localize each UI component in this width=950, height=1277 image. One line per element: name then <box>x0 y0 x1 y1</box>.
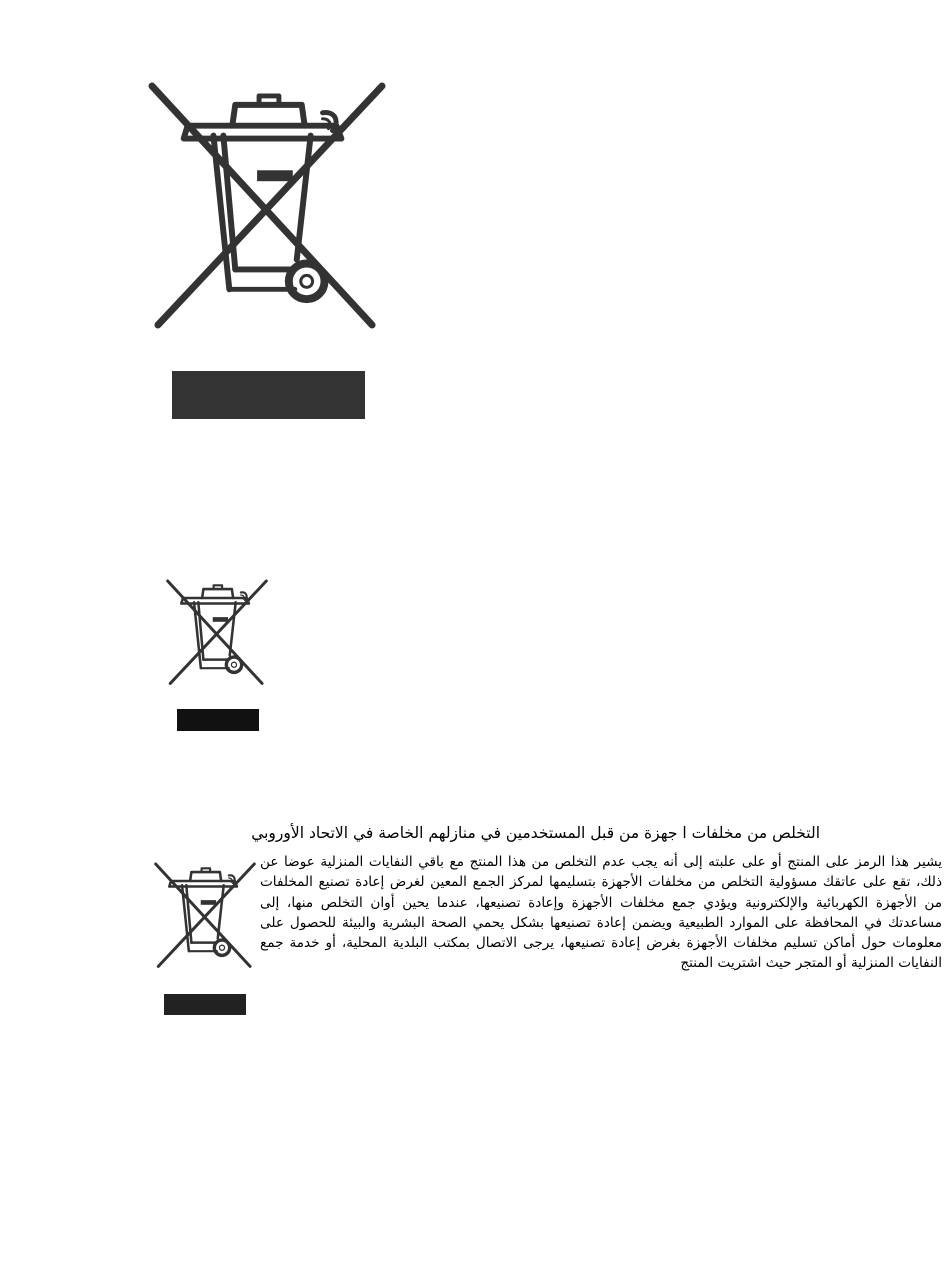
icon-spacer <box>150 852 260 1012</box>
weee-bin-icon-small <box>166 574 268 690</box>
section-body <box>150 852 942 1052</box>
black-bar-large <box>172 371 365 419</box>
section-heading: التخلص من مخلفات ا جهزة من قبل المستخدمين في منازلهم الخاصة في الاتحاد الأوروبي <box>251 824 820 842</box>
weee-bin-icon-large <box>148 78 386 332</box>
black-bar-small <box>177 709 259 731</box>
body-paragraph: يشير هذا الرمز على المنتج أو على علبته إلى أنه يجب عدم التخلص من هذا المنتج مع باقي النفايات المنزلية عوضا عن ذلك، تقع على عاتقك مسؤولية التخلص من مخلفات الأجهزة بتسليمها لمركز الجمع المعين لغرض إعادة تصنيع المخلفات من الأجهزة الكهربائية والإلكترونية ويؤدي جمع مخلفات الأجهزة وإعادة تصنيعها، عندما يحين أوان التخلص منها، إلى مساعدتك في المحافظة على الموارد الطبيعية ويضمن إعادة تصنيعها بشكل يحمي الصحة البشرية والبيئة للحصول على معلومات حول أماكن تسليم مخلفات الأجهزة بغرض إعادة تصنيعها، يرجى الاتصال بمكتب البلدية المحلية، أو خدمة جمع النفايات المنزلية أو المتجر حيث اشتريت المنتج <box>260 854 942 972</box>
